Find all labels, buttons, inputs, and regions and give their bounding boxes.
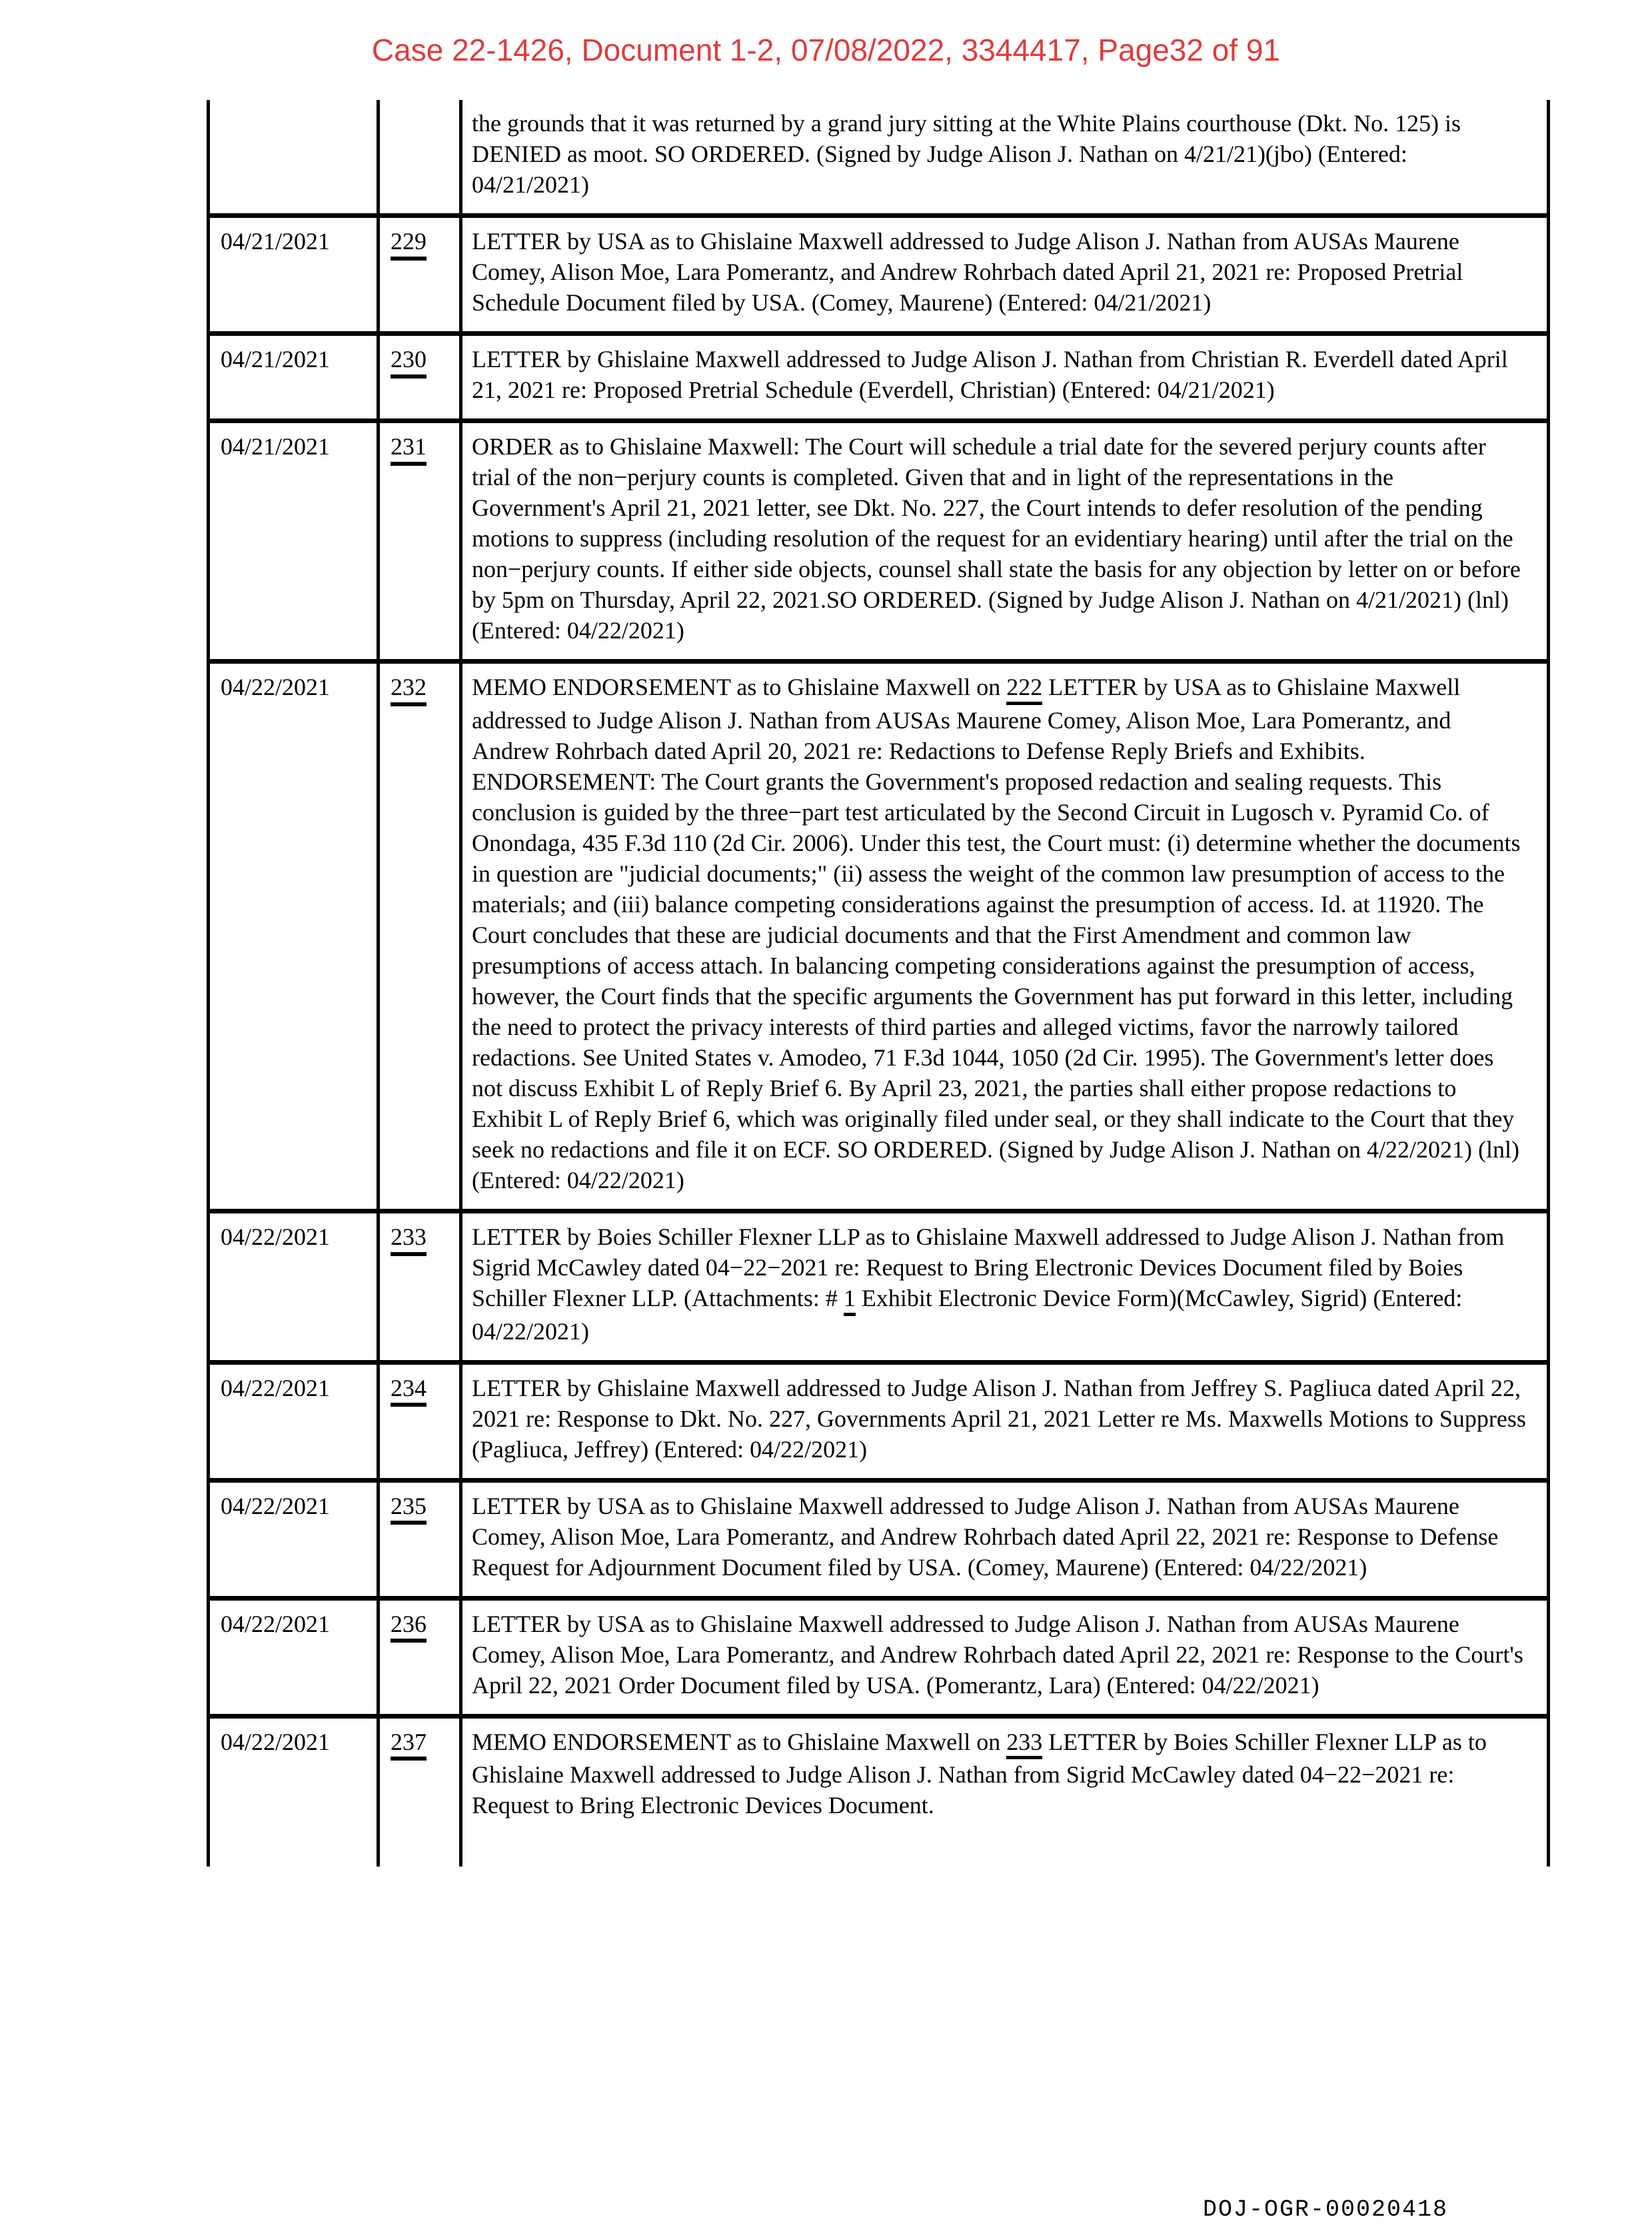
docket-number-cell: [379, 1598, 461, 1716]
docket-number-link[interactable]: 235: [391, 1494, 426, 1525]
bates-number: DOJ-OGR-00020418: [1202, 2196, 1448, 2223]
docket-number-cell: [379, 1716, 461, 1866]
docket-number-link[interactable]: 230: [391, 347, 426, 378]
docket-number-link[interactable]: 237: [391, 1730, 426, 1761]
docket-date: 04/21/2021: [209, 334, 379, 421]
docket-number-cell: [379, 216, 461, 334]
docket-number-link[interactable]: 234: [391, 1376, 426, 1407]
docket-description: the grounds that it was returned by a grand jury sitting at the White Plains courthouse (Dkt. No. 125) is DENIED as moot. SO ORDERED. (Signed by Judge Alison J. Nathan on 4/21/21)(jbo) (Entered: 04/21/2021): [461, 100, 1549, 216]
docket-description: MEMO ENDORSEMENT as to Ghislaine Maxwell on 233 LETTER by Boies Schiller Flexner LLP as to Ghislaine Maxwell addressed to Judge Alison J. Nathan from Sigrid McCawley dated 04−22−2021 re: Request to Bring Electronic Devices Document.: [461, 1716, 1549, 1866]
docket-date: 04/21/2021: [209, 216, 379, 334]
docket-number-link[interactable]: 231: [391, 434, 426, 466]
docket-number-cell: [379, 421, 461, 662]
docket-description: LETTER by Ghislaine Maxwell addressed to Judge Alison J. Nathan from Jeffrey S. Pagliuca dated April 22, 2021 re: Response to Dkt. No. 227, Governments April 21, 2021 Letter re Ms. Maxwells Motions to Suppress (Pagliuca, Jeffrey) (Entered: 04/22/2021): [461, 1362, 1549, 1480]
docket-description: ORDER as to Ghislaine Maxwell: The Court will schedule a trial date for the severed perjury counts after trial of the non−perjury counts is completed. Given that and in light of the representations in the Government's April 21, 2021 letter, see Dkt. No. 227, the Court intends to defer resolution of the pending motions to suppress (including resolution of the request for an evidentiary hearing) until after the trial on the non−perjury counts. If either side objects, counsel shall state the basis for any objection by letter on or before by 5pm on Thursday, April 22, 2021.SO ORDERED. (Signed by Judge Alison J. Nathan on 4/21/2021) (lnl) (Entered: 04/22/2021): [461, 421, 1549, 662]
docket-date: [209, 100, 379, 216]
docket-number-link[interactable]: 232: [391, 675, 426, 706]
docket-date: 04/22/2021: [209, 662, 379, 1211]
docket-row: [209, 662, 1549, 1211]
docket-date: 04/22/2021: [209, 1716, 379, 1866]
docket-row: [209, 100, 1549, 216]
docket-reference-link[interactable]: 233: [1006, 1730, 1042, 1760]
case-header-stamp: Case 22-1426, Document 1-2, 07/08/2022, 3344417, Page32 of 91: [371, 33, 1281, 67]
docket-number-cell: [379, 334, 461, 421]
docket-row: [209, 216, 1549, 334]
docket-number-link[interactable]: 236: [391, 1612, 426, 1643]
docket-date: 04/22/2021: [209, 1211, 379, 1362]
docket-number-cell: [379, 1211, 461, 1362]
docket-description: MEMO ENDORSEMENT as to Ghislaine Maxwell on 222 LETTER by USA as to Ghislaine Maxwell addressed to Judge Alison J. Nathan from AUSAs Maurene Comey, Alison Moe, Lara Pomerantz, and Andrew Rohrbach dated April 20, 2021 re: Redactions to Defense Reply Briefs and Exhibits. ENDORSEMENT: The Court grants the Government's proposed redaction and sealing requests. This conclusion is guided by the three−part test articulated by the Second Circuit in Lugosch v. Pyramid Co. of Onondaga, 435 F.3d 110 (2d Cir. 2006). Under this test, the Court must: (i) determine whether the documents in question are "judicial documents;" (ii) assess the weight of the common law presumption of access to the materials; and (iii) balance competing considerations against the presumption of access. Id. at 11920. The Court concludes that these are judicial documents and that the First Amendment and common law presumptions of access attach. In balancing competing considerations against the presumption of access, however, the Court finds that the specific arguments the Government has put forward in this letter, including the need to protect the privacy interests of third parties and alleged victims, favor the narrowly tailored redactions. See United States v. Amodeo, 71 F.3d 1044, 1050 (2d Cir. 1995). The Government's letter does not discuss Exhibit L of Reply Brief 6. By April 23, 2021, the parties shall either propose redactions to Exhibit L of Reply Brief 6, which was originally filed under seal, or they shall indicate to the Court that they seek no redactions and file it on ECF. SO ORDERED. (Signed by Judge Alison J. Nathan on 4/22/2021) (lnl) (Entered: 04/22/2021): [461, 662, 1549, 1211]
docket-reference-link[interactable]: 1: [844, 1286, 856, 1316]
docket-row: [209, 1211, 1549, 1362]
docket-description: LETTER by USA as to Ghislaine Maxwell addressed to Judge Alison J. Nathan from AUSAs Maurene Comey, Alison Moe, Lara Pomerantz, and Andrew Rohrbach dated April 22, 2021 re: Response to the Court's April 22, 2021 Order Document filed by USA. (Pomerantz, Lara) (Entered: 04/22/2021): [461, 1598, 1549, 1716]
docket-date: 04/21/2021: [209, 421, 379, 662]
docket-row: [209, 1480, 1549, 1598]
docket-date: 04/22/2021: [209, 1362, 379, 1480]
docket-date: 04/22/2021: [209, 1598, 379, 1716]
docket-description: LETTER by Ghislaine Maxwell addressed to Judge Alison J. Nathan from Christian R. Everdell dated April 21, 2021 re: Proposed Pretrial Schedule (Everdell, Christian) (Entered: 04/21/2021): [461, 334, 1549, 421]
docket-description: LETTER by USA as to Ghislaine Maxwell addressed to Judge Alison J. Nathan from AUSAs Maurene Comey, Alison Moe, Lara Pomerantz, and Andrew Rohrbach dated April 21, 2021 re: Proposed Pretrial Schedule Document filed by USA. (Comey, Maurene) (Entered: 04/21/2021): [461, 216, 1549, 334]
docket-number-cell: [379, 1480, 461, 1598]
docket-description: LETTER by Boies Schiller Flexner LLP as to Ghislaine Maxwell addressed to Judge Alison J. Nathan from Sigrid McCawley dated 04−22−2021 re: Request to Bring Electronic Devices Document filed by Boies Schiller Flexner LLP. (Attachments: # 1 Exhibit Electronic Device Form)(McCawley, Sigrid) (Entered: 04/22/2021): [461, 1211, 1549, 1362]
docket-number-cell: [379, 100, 461, 216]
docket-row: [209, 334, 1549, 421]
docket-date: 04/22/2021: [209, 1480, 379, 1598]
docket-table: [207, 100, 1550, 1866]
docket-row: [209, 1598, 1549, 1716]
docket-number-link[interactable]: 233: [391, 1225, 426, 1256]
docket-reference-link[interactable]: 222: [1006, 675, 1042, 705]
docket-description: LETTER by USA as to Ghislaine Maxwell addressed to Judge Alison J. Nathan from AUSAs Maurene Comey, Alison Moe, Lara Pomerantz, and Andrew Rohrbach dated April 22, 2021 re: Response to Defense Request for Adjournment Document filed by USA. (Comey, Maurene) (Entered: 04/22/2021): [461, 1480, 1549, 1598]
docket-number-cell: [379, 1362, 461, 1480]
docket-number-cell: [379, 662, 461, 1211]
docket-number-link[interactable]: 229: [391, 229, 426, 261]
docket-row: [209, 1362, 1549, 1480]
docket-row: [209, 421, 1549, 662]
docket-row: [209, 1716, 1549, 1866]
